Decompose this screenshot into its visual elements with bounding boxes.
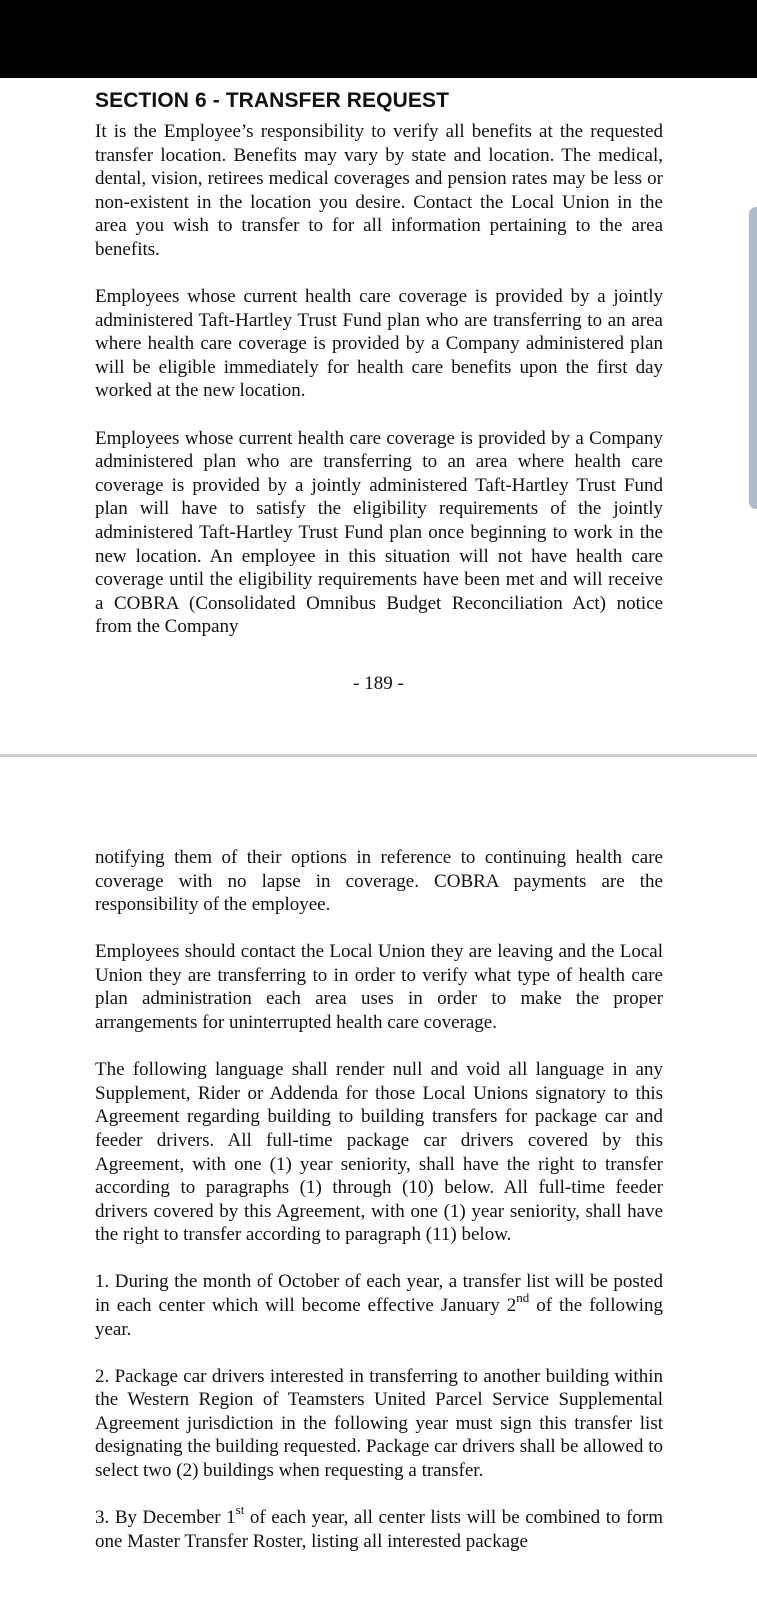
paragraph-taft-hartley-to-company: Employees whose current health care coverage is provided by a jointly administered Taft-Hartley Trust Fund plan who are transferring to an area where health care coverage is provided by a Company administered plan will be eligible immediately for health care benefits upon the first day worked at the new location. — [95, 286, 663, 402]
paragraph-null-and-void: The following language shall render null and void all language in any Supplement, Rider or Addenda for those Local Unions signatory to this Agreement regarding building to building transfers for package car and feeder drivers. All full-time package car drivers covered by this Agreement, with one (1) year seniority, shall have the right to transfer according to paragraphs (1) through (10) below. All full-time feeder drivers covered by this Agreement, with one (1) year seniority, shall have the right to transfer according to paragraph (11) below. — [95, 1059, 663, 1246]
list-item-1 — [95, 1270, 663, 1341]
list-item-3 — [95, 1502, 663, 1553]
paragraph-cobra-notice: notifying them of their options in reference to continuing health care coverage with no lapse in coverage. COBRA payments are the responsibility of the employee. — [95, 847, 663, 916]
list-item-2: 2. Package car drivers interested in transferring to another building within the Western Region of Teamsters United Parcel Service Supplemental Agreement jurisdiction in the following year must sign this transfer list designating the building requested. Package car drivers shall be allowed to select two (2) buildings when requesting a transfer. — [95, 1365, 663, 1482]
list-item-3-tail: of each year, all center lists will be combined to form one Master Transfer Roster, listing all interested package — [95, 1507, 663, 1552]
section-title: SECTION 6 - TRANSFER REQUEST — [95, 89, 449, 112]
page-divider — [0, 754, 757, 757]
list-item-1-tail: of the following year. — [95, 1295, 663, 1340]
list-item-1-text: 1. During the month of October of each year, a transfer list will be posted in each center which will become effective January 2 — [95, 1271, 663, 1316]
page-number: - 189 - — [353, 673, 404, 694]
paragraph-contact-local-union: Employees should contact the Local Union they are leaving and the Local Union they are transferring to in order to verify what type of health care plan administration each area uses in order to make the proper arrangements for uninterrupted health care coverage. — [95, 941, 663, 1034]
paragraph-company-to-taft-hartley: Employees whose current health care coverage is provided by a Company administered plan who are transferring to an area where health care coverage is provided by a jointly administered Taft-Hartley Trust Fund plan will have to satisfy the eligibility requirements of the jointly administered Taft-Hartley Trust Fund plan once beginning to work in the new location. An employee in this situation will not have health care coverage until the eligibility requirements have been met and will receive a COBRA (Consolidated Omnibus Budget Reconciliation Act) notice from the Company — [95, 427, 663, 638]
list-item-3-text: 3. By December 1 — [95, 1507, 236, 1529]
paragraph-benefits-responsibility: It is the Employee’s responsibility to verify all benefits at the requested transfer location. Benefits may vary by state and location. The medical, dental, vision, retirees medical coverages and pension rates may be less or non-existent in the location you desire. Contact the Local Union in the area you wish to transfer to for all information pertaining to the area benefits. — [95, 121, 663, 260]
scroll-handle[interactable] — [749, 207, 757, 509]
status-bar — [0, 0, 757, 78]
ordinal-suffix: nd — [516, 1290, 530, 1305]
document-page-190 — [95, 846, 663, 1553]
document-page-189 — [95, 86, 663, 639]
ordinal-suffix: st — [235, 1502, 245, 1518]
